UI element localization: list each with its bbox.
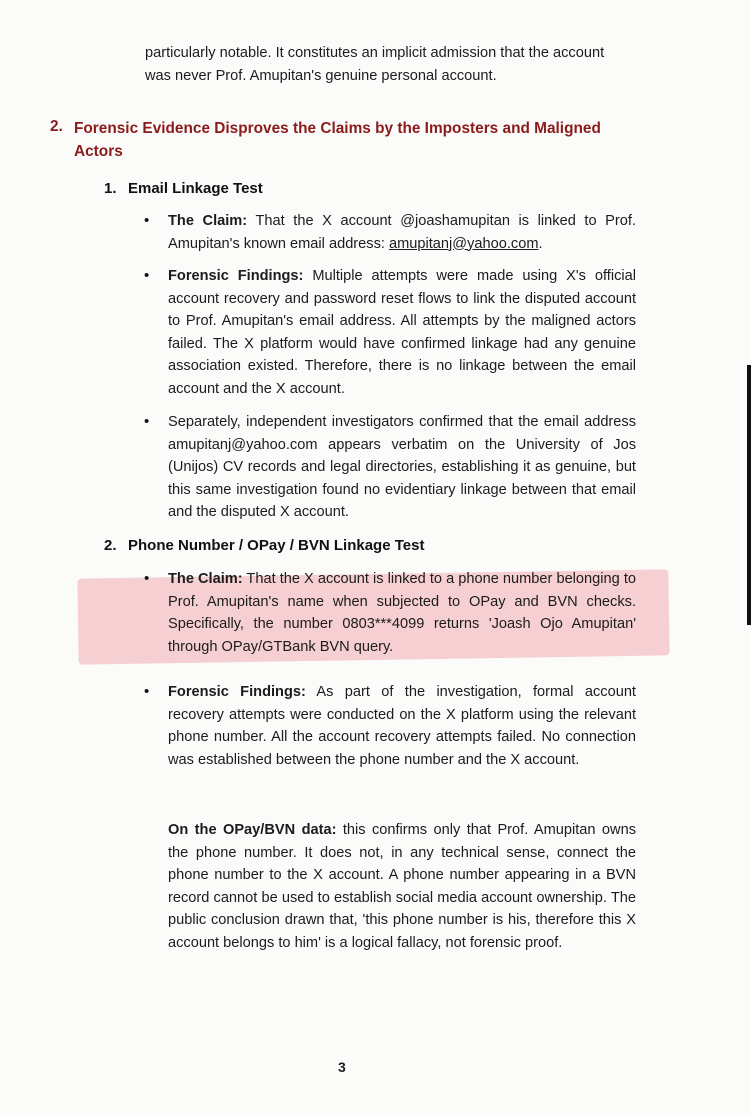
email-findings-label: Forensic Findings: <box>168 268 304 284</box>
phone-claim-paragraph <box>168 568 636 658</box>
email-claim-text: That the X account @joashamupitan is linked to Prof. Amupitan's known email address: <box>168 213 636 252</box>
bullet-marker: • <box>144 413 150 430</box>
intro-paragraph <box>145 42 645 87</box>
phone-claim-text: That the X account is linked to a phone number belonging to Prof. Amupitan's name when subjected to OPay and BVN checks. Specifically, the number 0803***4099 returns 'Joash Ojo Amupitan' through OPay/GTBank BVN query. <box>168 571 636 655</box>
email-test-title: Email Linkage Test <box>128 180 263 197</box>
bullet-marker: • <box>144 212 150 229</box>
bullet-marker: • <box>144 683 150 700</box>
email-test-number: 1. <box>104 180 117 197</box>
email-claim-end: . <box>538 235 543 252</box>
opay-bvn-paragraph <box>168 819 636 955</box>
opay-bvn-label: On the OPay/BVN data: <box>168 822 337 838</box>
email-claim-paragraph <box>168 210 636 255</box>
phone-claim-label: The Claim: <box>168 571 243 587</box>
phone-test-number: 2. <box>104 537 117 554</box>
phone-test-title: Phone Number / OPay / BVN Linkage Test <box>128 537 425 554</box>
section-number: 2. <box>50 118 63 135</box>
email-separately-paragraph: Separately, independent investigators confirmed that the email address amupitanj@yahoo.com appears verbatim on the University of Jos (Unijos) CV records and legal directories, establishing it as genuine, but this same investigation found no evidentiary linkage between that email and the disputed X account. <box>168 414 636 521</box>
email-findings-paragraph <box>168 265 636 401</box>
bullet-marker: • <box>144 267 150 284</box>
phone-findings-label: Forensic Findings: <box>168 684 306 700</box>
opay-bvn-text: this confirms only that Prof. Amupitan owns the phone number. It does not, in any technical sense, connect the phone number to the X account. A phone number appearing in a BVN record cannot be used to establish social media account ownership. The public conclusion drawn that, 'this phone number is his, therefore this X account belongs to him' is a logical fallacy, not forensic proof. <box>168 822 636 951</box>
email-findings-text: Multiple attempts were made using X's official account recovery and password reset flows to link the disputed account to Prof. Amupitan's email address. All attempts by the maligned actors failed. The X platform would have confirmed linkage had any genuine association existed. Therefore, there is no linkage between the email account and the X account. <box>168 268 636 397</box>
phone-findings-text: As part of the investigation, formal account recovery attempts were conducted on the X platform using the relevant phone number. All the account recovery attempts failed. No connection was established between the phone number and the X account. <box>168 684 636 768</box>
bullet-marker: • <box>144 570 150 587</box>
email-claim-label: The Claim: <box>168 213 248 229</box>
page-number: 3 <box>338 1059 346 1075</box>
intro-line-1: particularly notable. It constitutes an implicit admission that the account <box>145 45 605 61</box>
phone-findings-paragraph <box>168 681 636 771</box>
scan-edge-mark <box>747 365 751 625</box>
section-title: Forensic Evidence Disproves the Claims by the Imposters and Maligned Actors <box>74 120 601 160</box>
intro-line-2: was never Prof. Amupitan's genuine personal account. <box>145 67 497 84</box>
email-address-link[interactable]: amupitanj@yahoo.com <box>389 235 539 252</box>
